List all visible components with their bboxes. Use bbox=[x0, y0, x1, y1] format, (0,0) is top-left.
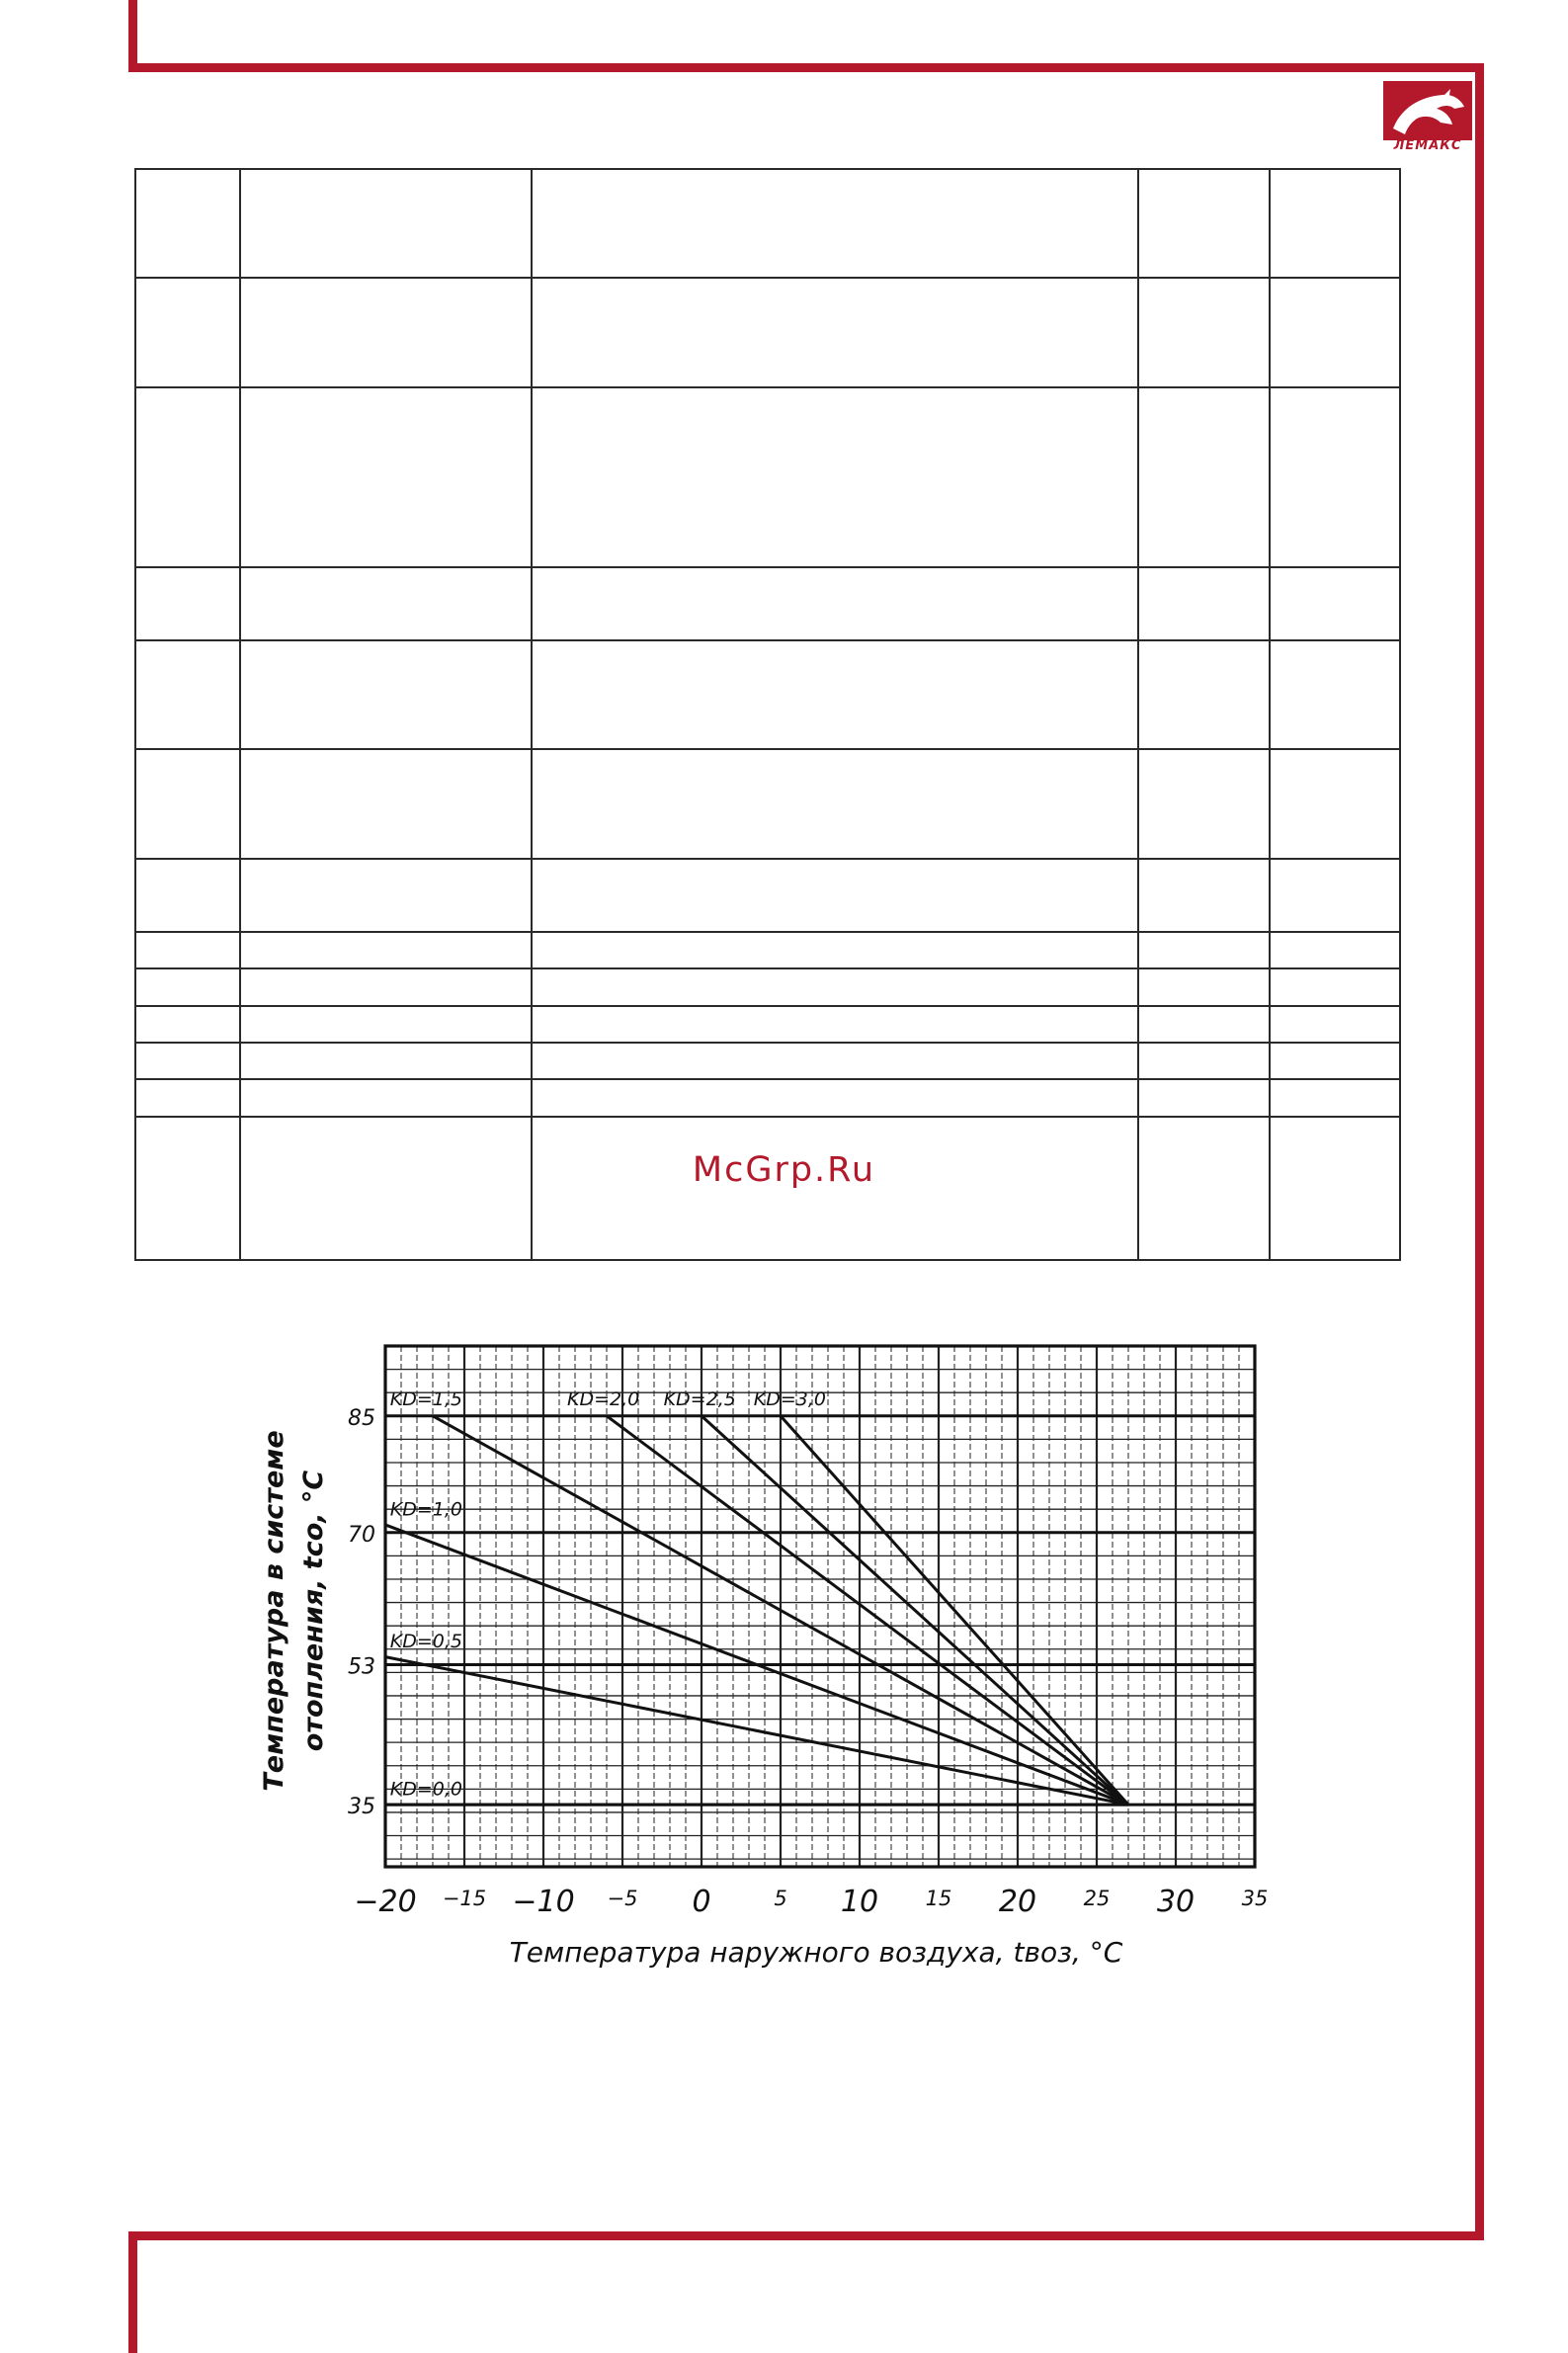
x-tick-label-minor: 15 bbox=[925, 1887, 952, 1910]
x-tick-label-minor: 25 bbox=[1083, 1887, 1111, 1910]
series-label: KD=2,0 bbox=[567, 1387, 640, 1410]
series-label: KD=0,5 bbox=[389, 1631, 463, 1653]
x-tick-label-minor: −15 bbox=[442, 1887, 487, 1910]
chart-y-axis-label-line1: Температура в системе bbox=[259, 1430, 289, 1792]
chart-x-axis-label: Температура наружного воздуха, tвоз, °С bbox=[509, 1936, 1123, 1969]
y-tick-label: 70 bbox=[348, 1522, 375, 1548]
series-label: KD=3,0 bbox=[753, 1387, 827, 1410]
watermark-text: McGrp.Ru bbox=[692, 1150, 876, 1190]
x-tick-label-minor: −5 bbox=[607, 1887, 638, 1910]
x-tick-label: −10 bbox=[512, 1885, 575, 1919]
x-tick-label: 30 bbox=[1156, 1885, 1196, 1919]
x-tick-label: 0 bbox=[692, 1885, 711, 1919]
x-tick-label: −20 bbox=[354, 1885, 417, 1919]
series-line bbox=[701, 1416, 1128, 1805]
x-tick-label-minor: 35 bbox=[1241, 1887, 1269, 1910]
y-tick-label: 53 bbox=[348, 1654, 375, 1680]
y-tick-label: 85 bbox=[348, 1405, 375, 1431]
series-label: KD=2,5 bbox=[663, 1387, 736, 1410]
series-label: KD=1,0 bbox=[389, 1498, 463, 1521]
series-line bbox=[607, 1416, 1128, 1805]
chart-labels bbox=[348, 1388, 1268, 1919]
chart-grid bbox=[385, 1346, 1255, 1867]
y-tick-label: 35 bbox=[348, 1795, 375, 1820]
chart-y-axis-label-line2: отопления, tсо, °С bbox=[298, 1470, 329, 1752]
x-tick-label-minor: 5 bbox=[774, 1887, 787, 1910]
brand-logo-text: ЛЕМАКС bbox=[1393, 138, 1462, 153]
x-tick-label: 10 bbox=[840, 1885, 879, 1919]
x-tick-label: 20 bbox=[998, 1885, 1037, 1919]
series-label: KD=0,0 bbox=[389, 1778, 463, 1801]
series-label: KD=1,5 bbox=[389, 1387, 463, 1410]
